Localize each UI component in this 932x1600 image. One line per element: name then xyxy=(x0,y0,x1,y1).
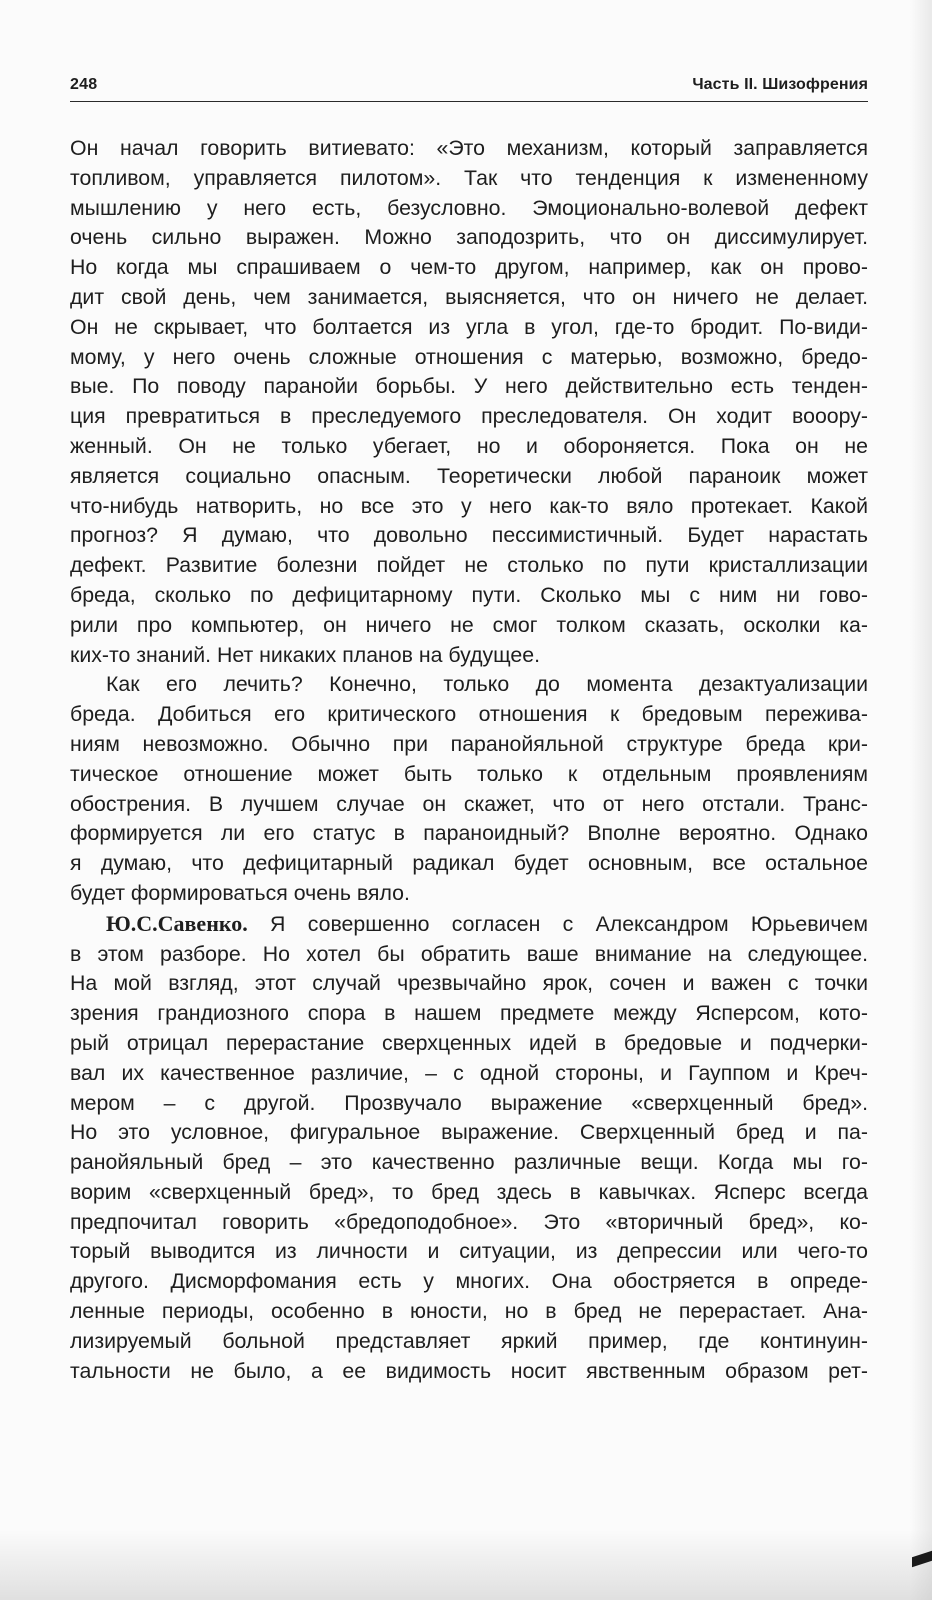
text-line: рый отрицал перерастание сверхценных идей в бредовые и подчерки- xyxy=(70,1030,868,1055)
header-rule xyxy=(70,101,868,102)
text-line: На мой взгляд, этот случай чрезвычайно ярок, сочен и важен с точки xyxy=(70,971,868,996)
text-line: Он не скрывает, что болтается из угла в угол, где-то бродит. По-види- xyxy=(70,314,868,339)
scan-shadow-right xyxy=(910,0,932,1600)
text-line: топливом, управляется пилотом». Так что тенденция к измененному xyxy=(70,165,868,190)
text-line xyxy=(70,909,868,940)
text-line: Но это условное, фигуральное выражение. Сверхценный бред и па- xyxy=(70,1120,868,1145)
text-line: дит свой день, чем занимается, выясняется, что он ничего не делает. xyxy=(70,284,868,309)
text-line: ворим «сверхценный бред», то бред здесь в кавычках. Ясперс всегда xyxy=(70,1179,868,1204)
text-line: дефект. Развитие болезни пойдет не столько по пути кристаллизации xyxy=(70,553,868,578)
text-line: очень сильно выражен. Можно заподозрить, что он диссимулирует. xyxy=(70,225,868,250)
speaker-remark: Я совершенно согласен с Александром Юрьевичем xyxy=(247,911,868,936)
body-text xyxy=(70,134,868,1386)
text-line: вал их качественное различие, – с одной стороны, и Гауппом и Креч- xyxy=(70,1060,868,1085)
page-header xyxy=(70,76,868,102)
paragraph-2 xyxy=(70,670,868,908)
text-line: рили про компьютер, он ничего не смог толком сказать, осколки ка- xyxy=(70,612,868,637)
text-line: лизируемый больной представляет яркий пример, где континуин- xyxy=(70,1328,868,1353)
text-line: другого. Дисморфомания есть у многих. Она обостряется в опреде- xyxy=(70,1269,868,1294)
text-line: ранойяльный бред – это качественно различные вещи. Когда мы го- xyxy=(70,1150,868,1175)
text-line: женный. Он не только убегает, но и обороняется. Пока он не xyxy=(70,433,868,458)
text-line: тическое отношение может быть только к отдельным проявлениям xyxy=(70,761,868,786)
text-line: будет формироваться очень вяло. xyxy=(70,880,410,905)
speaker-name: Ю.С.Савенко. xyxy=(106,910,248,936)
text-line: мером – с другой. Прозвучало выражение «сверхценный бред». xyxy=(70,1090,868,1115)
paragraph-1 xyxy=(70,134,868,670)
text-line: бреда, сколько по дефицитарному пути. Сколько мы с ним ни гово- xyxy=(70,582,868,607)
text-line: обострения. В лучшем случае он скажет, что от него отстали. Транс- xyxy=(70,791,868,816)
text-line: я думаю, что дефицитарный радикал будет основным, все остальное xyxy=(70,851,868,876)
text-line: бреда. Добиться его критического отношения к бредовым пережива- xyxy=(70,702,868,727)
text-line: ниям невозможно. Обычно при паранойяльной структуре бреда кри- xyxy=(70,731,868,756)
text-line: ция превратиться в преследуемого преследователя. Он ходит вооору- xyxy=(70,404,868,429)
text-line: формируется ли его статус в параноидный? Вполне вероятно. Однако xyxy=(70,821,868,846)
text-line: ленные периоды, особенно в юности, но в бред не перерастает. Ана- xyxy=(70,1299,868,1324)
text-line: Но когда мы спрашиваем о чем-то другом, например, как он прово- xyxy=(70,255,868,280)
text-line: тальности не было, а ее видимость носит явственным образом рет- xyxy=(70,1358,868,1383)
text-line: прогноз? Я думаю, что довольно пессимистичный. Будет нарастать xyxy=(70,523,868,548)
paragraph-3 xyxy=(70,909,868,1387)
running-head: Часть II. Шизофрения xyxy=(692,76,868,93)
text-line: что-нибудь натворить, но все это у него как-то вяло протекает. Какой xyxy=(70,493,868,518)
text-line: вые. По поводу паранойи борьбы. У него действительно есть тенден- xyxy=(70,374,868,399)
page-number: 248 xyxy=(70,76,98,93)
text-line: торый выводится из личности и ситуации, из депрессии или чего-то xyxy=(70,1239,868,1264)
text-line: мышлению у него есть, безусловно. Эмоционально-волевой дефект xyxy=(70,195,868,220)
text-line: Он начал говорить витиевато: «Это механизм, который заправляется xyxy=(70,136,868,160)
text-line: ких-то знаний. Нет никаких планов на будущее. xyxy=(70,642,541,667)
scan-shadow-bottom xyxy=(0,1530,932,1600)
text-line: зрения грандиозного спора в нашем предмете между Ясперсом, кото- xyxy=(70,1001,868,1026)
text-line: является социально опасным. Теоретически любой параноик может xyxy=(70,463,868,488)
text-line: мому, у него очень сложные отношения с матерью, возможно, бредо- xyxy=(70,344,868,369)
text-line: в этом разборе. Но хотел бы обратить ваше внимание на следующее. xyxy=(70,941,868,966)
text-line: Как его лечить? Конечно, только до момента дезактуализации xyxy=(106,672,868,697)
text-line: предпочитал говорить «бредоподобное». Это «вторичный бред», ко- xyxy=(70,1209,868,1234)
